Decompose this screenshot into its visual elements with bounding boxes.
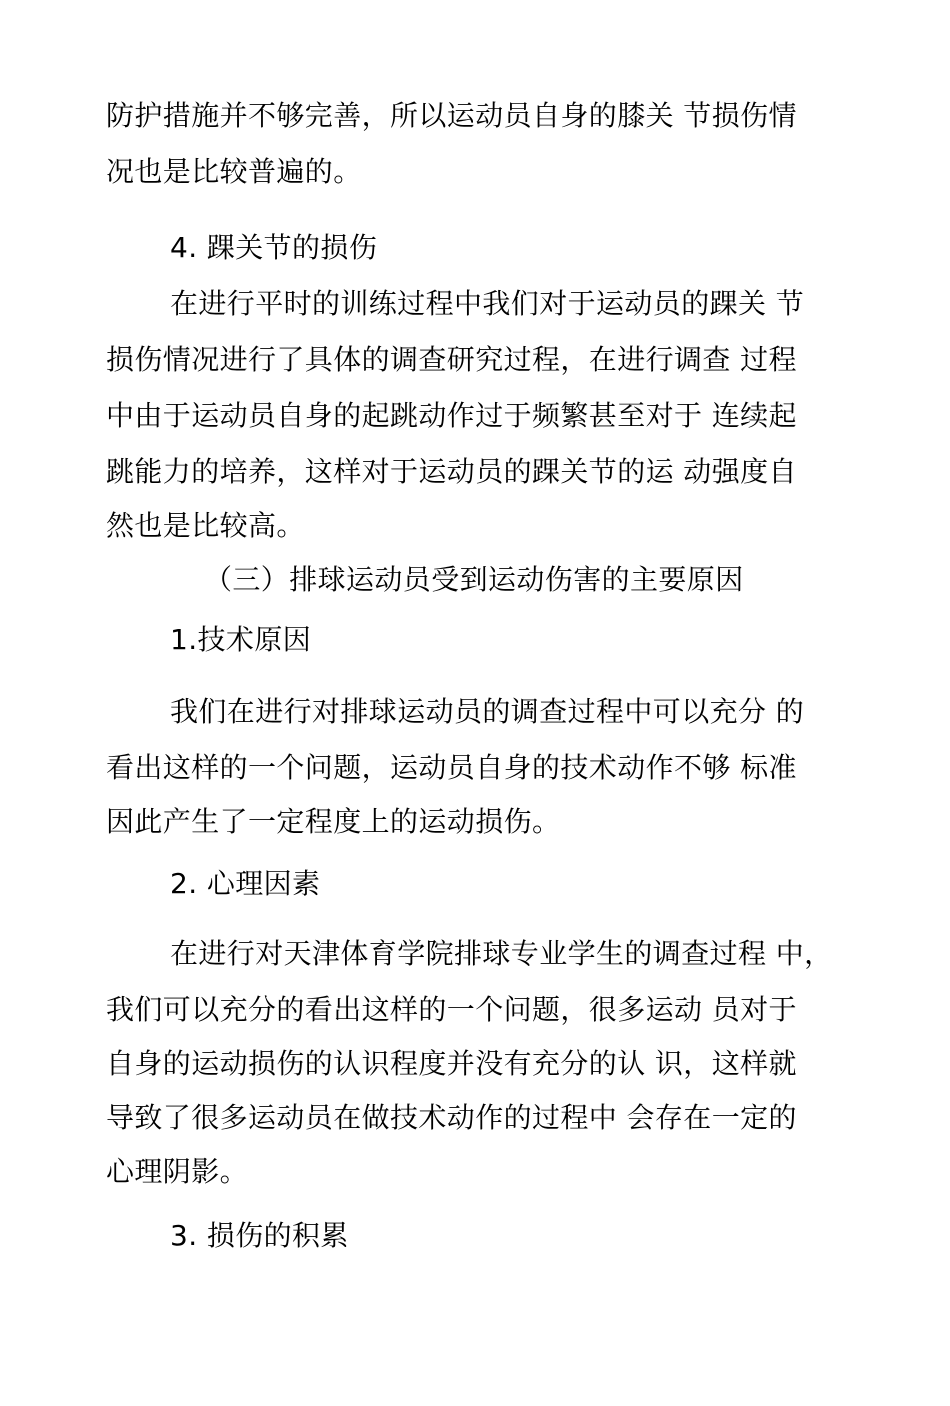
paragraph-line: 防护措施并不够完善，所以运动员自身的膝关 节损伤情 (106, 99, 797, 132)
section-heading-psych: 2. 心理因素 (170, 867, 321, 900)
paragraph-line: 自身的运动损伤的认识程度并没有充分的认 识，这样就 (106, 1047, 797, 1080)
section-heading-technique: 1.技术原因 (170, 623, 312, 656)
section-heading-accumulation: 3. 损伤的积累 (170, 1219, 349, 1252)
paragraph-line: 然也是比较高。 (106, 509, 305, 542)
paragraph-line: 我们可以充分的看出这样的一个问题，很多运动 员对于 (106, 993, 797, 1026)
paragraph-line: 看出这样的一个问题，运动员自身的技术动作不够 标准 (106, 751, 797, 784)
paragraph-line: 跳能力的培养，这样对于运动员的踝关节的运 动强度自 (106, 455, 797, 488)
paragraph-line: 损伤情况进行了具体的调查研究过程，在进行调查 过程 (106, 343, 797, 376)
paragraph-line: 我们在进行对排球运动员的调查过程中可以充分 的 (170, 695, 805, 728)
paragraph-line: 因此产生了一定程度上的运动损伤。 (106, 805, 561, 838)
paragraph-line: 况也是比较普遍的。 (106, 155, 362, 188)
section-heading-ankle: 4. 踝关节的损伤 (170, 231, 378, 264)
paragraph-line: 心理阴影。 (106, 1155, 249, 1188)
paragraph-line: 在进行对天津体育学院排球专业学生的调查过程 中， (170, 937, 833, 970)
paragraph-line: 导致了很多运动员在做技术动作的过程中 会存在一定的 (106, 1101, 797, 1134)
section-heading-causes: （三）排球运动员受到运动伤害的主要原因 (204, 563, 744, 596)
paragraph-line: 在进行平时的训练过程中我们对于运动员的踝关 节 (170, 287, 805, 320)
paragraph-line: 中由于运动员自身的起跳动作过于频繁甚至对于 连续起 (106, 399, 797, 432)
